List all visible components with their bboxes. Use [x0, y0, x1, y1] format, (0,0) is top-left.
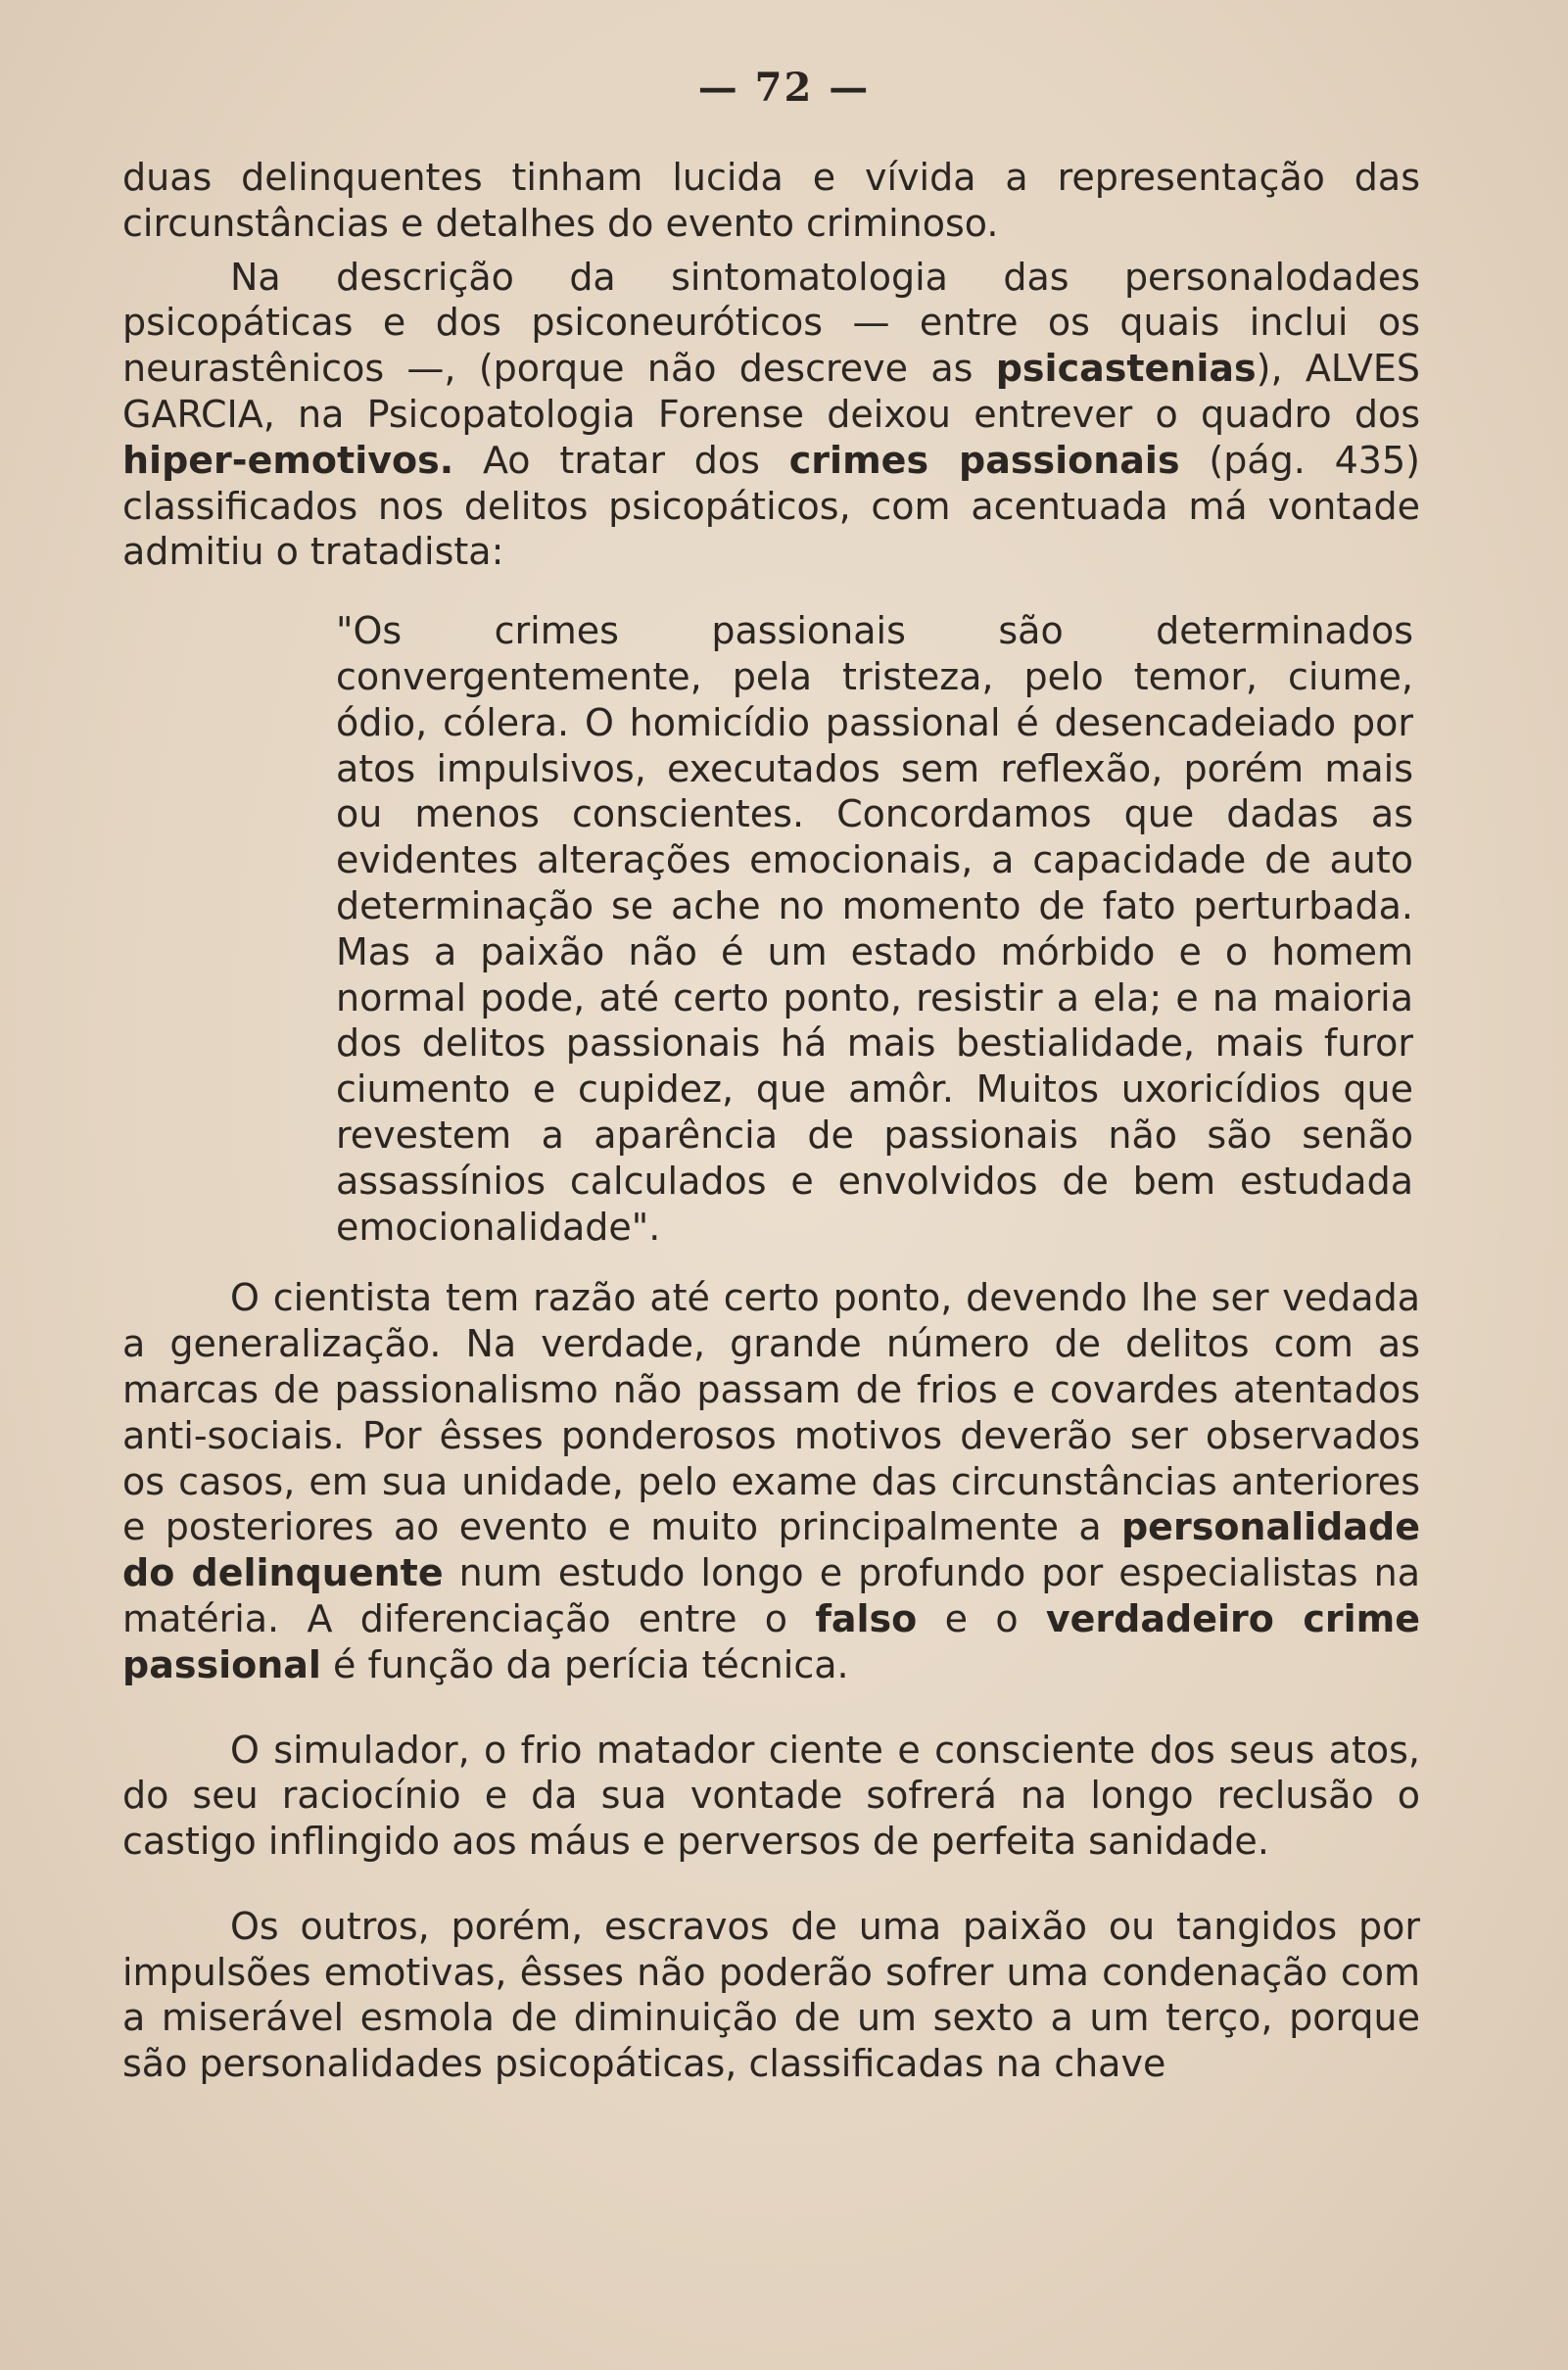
emphasis-psicastenias: psicastenias — [995, 347, 1257, 391]
paragraph-cientista — [122, 1275, 1420, 1687]
emphasis-crimes-passionais: crimes passionais — [788, 438, 1180, 482]
text-run: e o — [917, 1596, 1046, 1640]
page-number: — 72 — — [697, 65, 871, 111]
text-run: é função da perícia técnica. — [320, 1642, 849, 1686]
text-run: (pág. 435) classificados nos delitos psicopáticos, com acentuada má vontade admitiu o tratadista: — [122, 438, 1420, 574]
paragraph-continuation: duas delinquentes tinham lucida e vívida a representação das circunstâncias e detalhes do evento criminoso. — [122, 156, 1420, 245]
emphasis-hiper-emotivos: hiper-emotivos. — [122, 438, 454, 482]
emphasis-falso: falso — [815, 1596, 918, 1640]
paragraph-outros: Os outros, porém, escravos de uma paixão ou tangidos por impulsões emotivas, êsses não poderão sofrer uma condenação com a miserável esmola de diminuição de um sexto a um terço, porque são personalidades psicopáticas, classificadas na chave — [122, 1904, 1420, 2086]
text-run: O cientista tem razão até certo ponto, devendo lhe ser vedada a generalização. Na verdade, grande número de delitos com as marcas de passionalismo não passam de frios e covardes atentados anti-sociais. Por êsses ponderosos motivos deverão ser observados os casos, em sua unidade, pelo exame das circunstâncias anteriores e posteriores ao evento e muito principalmente a — [122, 1276, 1420, 1549]
emphasis-personalidade: personalidade do delinquente — [122, 1505, 1420, 1595]
text-run: Na descrição da sintomatologia das personalodades psicopáticas e dos psiconeuróticos — entre os quais inclui os neurastênicos —, (porque não descreve as — [122, 255, 1420, 391]
text-run: num estudo longo e profundo por especialistas na matéria. A diferenciação entre o — [122, 1551, 1420, 1640]
paragraph-simulador: O simulador, o frio matador ciente e consciente dos seus atos, do seu raciocínio e da sua vontade sofrerá na longo reclusão o castigo inflingido aos máus e perversos de perfeita sanidade. — [122, 1728, 1420, 1864]
paragraph-sintomatologia — [122, 255, 1420, 576]
body-text — [122, 155, 1420, 2087]
emphasis-verdadeiro-crime: verdadeiro crime passional — [122, 1596, 1420, 1686]
block-quote: "Os crimes passionais são determinados convergentemente, pela tristeza, pelo temor, ciume, ódio, cólera. O homicídio passional é desencadeiado por atos impulsivos, executados sem reflexão, porém mais ou menos conscientes. Concordamos que dadas as evidentes alterações emocionais, a capacidade de auto determinação se ache no momento de fato perturbada. Mas a paixão não é um estado mórbido e o homem normal pode, até certo ponto, resistir a ela; e na maioria dos delitos passionais há mais bestialidade, mais furor ciumento e cupidez, que amôr. Muitos uxoricídios que revestem a aparência de passionais não são senão assassínios calculados e envolvidos de bem estudada emocionalidade". — [336, 609, 1413, 1249]
text-run: ), ALVES GARCIA, na Psicopatologia Forense deixou entrever o quadro dos — [122, 347, 1420, 436]
text-run: Ao tratar dos — [453, 438, 789, 482]
